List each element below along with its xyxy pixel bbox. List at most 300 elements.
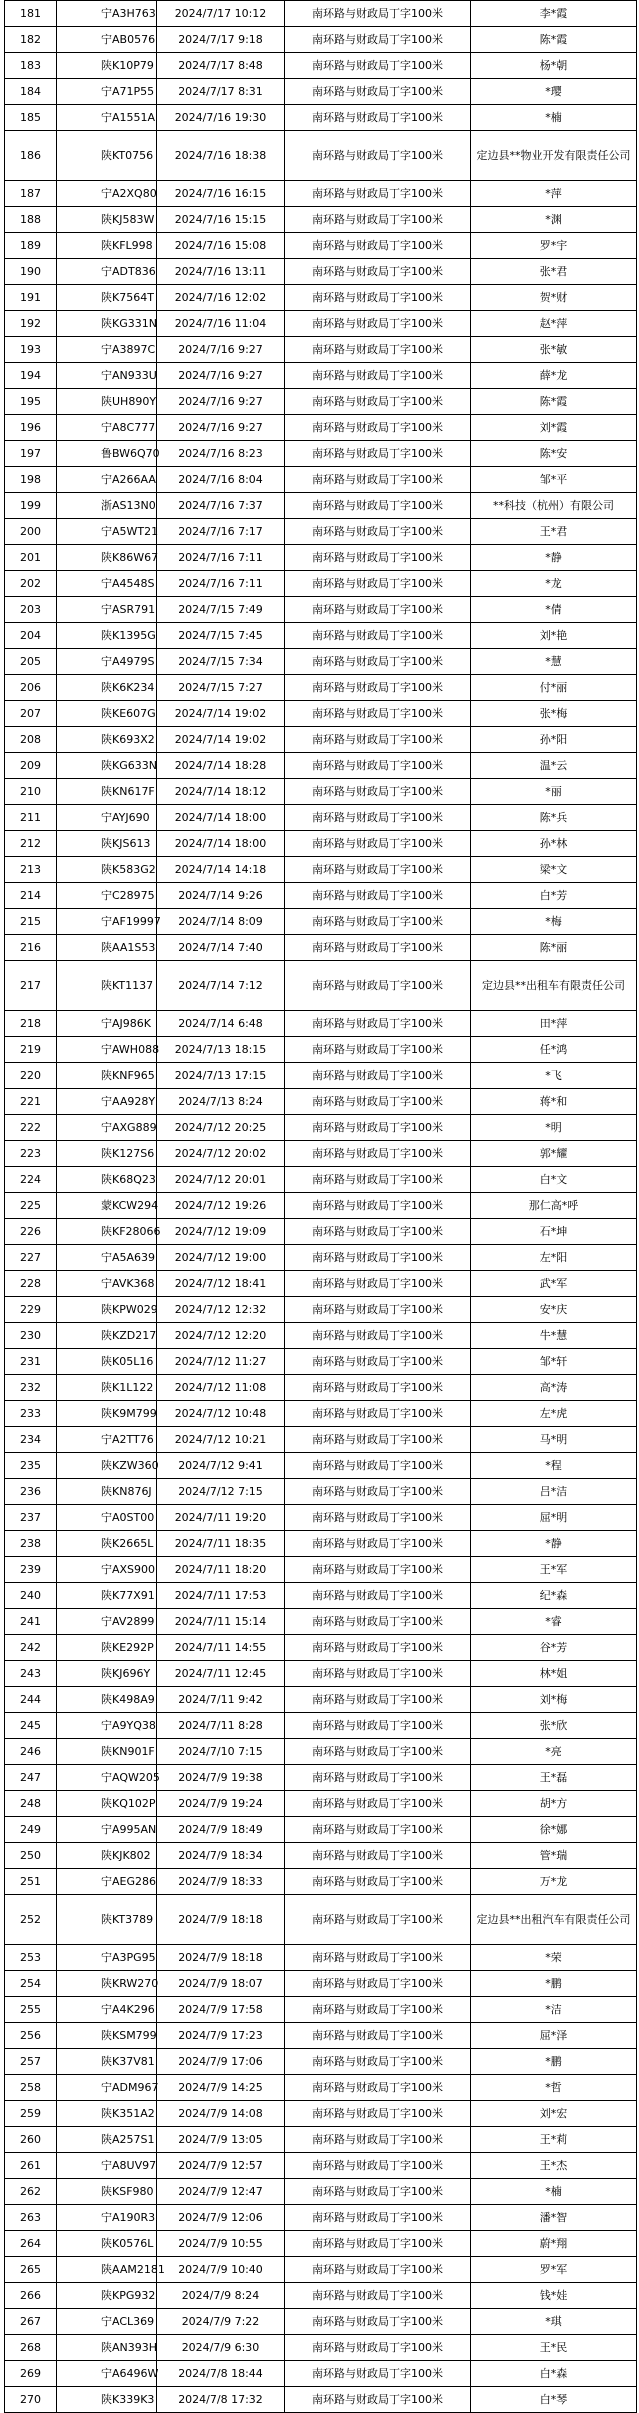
owner-name-cell: *静 [471,545,637,571]
plate-number-cell: 宁AA928Y [57,1089,157,1115]
row-number-cell: 223 [5,1141,57,1167]
row-number-cell: 251 [5,1869,57,1895]
plate-number-cell: 宁A1551A [57,105,157,131]
owner-name-cell: 张*欣 [471,1713,637,1739]
owner-name-cell: 石*坤 [471,1219,637,1245]
datetime-cell: 2024/7/11 17:53 [157,1583,285,1609]
datetime-cell: 2024/7/14 7:40 [157,935,285,961]
owner-name-cell: 定边县**出租汽车有限责任公司 [471,1895,637,1945]
location-cell: 南环路与财政局丁字100米 [285,1765,471,1791]
owner-name-cell: 王*民 [471,2335,637,2361]
owner-name-cell: *亮 [471,1739,637,1765]
datetime-cell: 2024/7/16 16:15 [157,181,285,207]
location-cell: 南环路与财政局丁字100米 [285,131,471,181]
datetime-cell: 2024/7/11 14:55 [157,1635,285,1661]
datetime-cell: 2024/7/16 18:38 [157,131,285,181]
plate-number-cell: 宁A5A639 [57,1245,157,1271]
row-number-cell: 199 [5,493,57,519]
location-cell: 南环路与财政局丁字100米 [285,1349,471,1375]
row-number-cell: 209 [5,753,57,779]
row-number-cell: 261 [5,2153,57,2179]
plate-number-cell: 宁A8UV97 [57,2153,157,2179]
table-row [5,1583,637,1609]
row-number-cell: 258 [5,2075,57,2101]
table-row [5,1791,637,1817]
location-cell: 南环路与财政局丁字100米 [285,1141,471,1167]
table-row [5,1167,637,1193]
plate-number-cell: 宁A4548S [57,571,157,597]
owner-name-cell: 梁*文 [471,857,637,883]
datetime-cell: 2024/7/15 7:45 [157,623,285,649]
table-row [5,623,637,649]
plate-number-cell: 陕KJK802 [57,1843,157,1869]
table-row [5,1115,637,1141]
table-row [5,883,637,909]
datetime-cell: 2024/7/14 19:02 [157,701,285,727]
location-cell: 南环路与财政局丁字100米 [285,1531,471,1557]
datetime-cell: 2024/7/17 9:18 [157,27,285,53]
owner-name-cell: 刘*霞 [471,415,637,441]
plate-number-cell: 陕KJ583W [57,207,157,233]
table-row [5,909,637,935]
table-row [5,2387,637,2413]
plate-number-cell: 陕KN617F [57,779,157,805]
location-cell: 南环路与财政局丁字100米 [285,571,471,597]
table-row [5,1063,637,1089]
owner-name-cell: 白*芳 [471,883,637,909]
owner-name-cell: 王*莉 [471,2127,637,2153]
datetime-cell: 2024/7/12 19:26 [157,1193,285,1219]
location-cell: 南环路与财政局丁字100米 [285,1635,471,1661]
plate-number-cell: 陕K351A2 [57,2101,157,2127]
row-number-cell: 232 [5,1375,57,1401]
table-row [5,779,637,805]
row-number-cell: 212 [5,831,57,857]
datetime-cell: 2024/7/9 10:40 [157,2257,285,2283]
row-number-cell: 254 [5,1971,57,1997]
owner-name-cell: 蒋*和 [471,1089,637,1115]
row-number-cell: 206 [5,675,57,701]
row-number-cell: 236 [5,1479,57,1505]
table-row [5,597,637,623]
owner-name-cell: 王*杰 [471,2153,637,2179]
datetime-cell: 2024/7/16 8:23 [157,441,285,467]
owner-name-cell: 邹*平 [471,467,637,493]
location-cell: 南环路与财政局丁字100米 [285,545,471,571]
location-cell: 南环路与财政局丁字100米 [285,1791,471,1817]
location-cell: 南环路与财政局丁字100米 [285,675,471,701]
table-row [5,2309,637,2335]
datetime-cell: 2024/7/9 14:08 [157,2101,285,2127]
table-row [5,285,637,311]
row-number-cell: 215 [5,909,57,935]
datetime-cell: 2024/7/15 7:27 [157,675,285,701]
datetime-cell: 2024/7/16 13:11 [157,259,285,285]
location-cell: 南环路与财政局丁字100米 [285,1401,471,1427]
plate-number-cell: 陕K37V81 [57,2049,157,2075]
row-number-cell: 211 [5,805,57,831]
table-row [5,1323,637,1349]
location-cell: 南环路与财政局丁字100米 [285,1997,471,2023]
owner-name-cell: *睿 [471,1609,637,1635]
owner-name-cell: 白*文 [471,1167,637,1193]
row-number-cell: 216 [5,935,57,961]
location-cell: 南环路与财政局丁字100米 [285,961,471,1011]
location-cell: 南环路与财政局丁字100米 [285,649,471,675]
datetime-cell: 2024/7/13 17:15 [157,1063,285,1089]
table-row [5,1713,637,1739]
owner-name-cell: 屈*泽 [471,2023,637,2049]
plate-number-cell: 宁AYJ690 [57,805,157,831]
datetime-cell: 2024/7/14 7:12 [157,961,285,1011]
owner-name-cell: 高*涛 [471,1375,637,1401]
datetime-cell: 2024/7/15 7:34 [157,649,285,675]
datetime-cell: 2024/7/13 18:15 [157,1037,285,1063]
owner-name-cell: 赵*萍 [471,311,637,337]
row-number-cell: 246 [5,1739,57,1765]
location-cell: 南环路与财政局丁字100米 [285,2179,471,2205]
datetime-cell: 2024/7/16 9:27 [157,337,285,363]
plate-number-cell: 陕KT0756 [57,131,157,181]
row-number-cell: 247 [5,1765,57,1791]
owner-name-cell: 郭*耀 [471,1141,637,1167]
owner-name-cell: *龙 [471,571,637,597]
owner-name-cell: *琪 [471,2309,637,2335]
datetime-cell: 2024/7/12 11:27 [157,1349,285,1375]
location-cell: 南环路与财政局丁字100米 [285,831,471,857]
location-cell: 南环路与财政局丁字100米 [285,909,471,935]
plate-number-cell: 陕KZW360 [57,1453,157,1479]
owner-name-cell: 林*姐 [471,1661,637,1687]
location-cell: 南环路与财政局丁字100米 [285,181,471,207]
owner-name-cell: 钱*娃 [471,2283,637,2309]
table-row [5,1037,637,1063]
row-number-cell: 221 [5,1089,57,1115]
plate-number-cell: 陕K86W67 [57,545,157,571]
plate-number-cell: 宁AEG286 [57,1869,157,1895]
datetime-cell: 2024/7/11 12:45 [157,1661,285,1687]
datetime-cell: 2024/7/11 18:20 [157,1557,285,1583]
table-row [5,1219,637,1245]
datetime-cell: 2024/7/11 18:35 [157,1531,285,1557]
table-row [5,1997,637,2023]
row-number-cell: 260 [5,2127,57,2153]
datetime-cell: 2024/7/9 19:24 [157,1791,285,1817]
row-number-cell: 234 [5,1427,57,1453]
owner-name-cell: 潘*智 [471,2205,637,2231]
table-row [5,1,637,27]
location-cell: 南环路与财政局丁字100米 [285,285,471,311]
owner-name-cell: 定边县**物业开发有限责任公司 [471,131,637,181]
plate-number-cell: 陕KE607G [57,701,157,727]
datetime-cell: 2024/7/12 20:25 [157,1115,285,1141]
table-row [5,935,637,961]
row-number-cell: 252 [5,1895,57,1945]
plate-number-cell: 陕K77X91 [57,1583,157,1609]
owner-name-cell: *洁 [471,1997,637,2023]
location-cell: 南环路与财政局丁字100米 [285,1115,471,1141]
table-row [5,545,637,571]
plate-number-cell: 陕AA1S53 [57,935,157,961]
owner-name-cell: 陈*安 [471,441,637,467]
table-row [5,2205,637,2231]
row-number-cell: 265 [5,2257,57,2283]
datetime-cell: 2024/7/9 10:55 [157,2231,285,2257]
datetime-cell: 2024/7/9 12:57 [157,2153,285,2179]
location-cell: 南环路与财政局丁字100米 [285,1971,471,1997]
datetime-cell: 2024/7/16 12:02 [157,285,285,311]
datetime-cell: 2024/7/16 15:15 [157,207,285,233]
datetime-cell: 2024/7/16 9:27 [157,415,285,441]
location-cell: 南环路与财政局丁字100米 [285,805,471,831]
owner-name-cell: 陈*兵 [471,805,637,831]
datetime-cell: 2024/7/14 18:00 [157,831,285,857]
location-cell: 南环路与财政局丁字100米 [285,207,471,233]
owner-name-cell: 王*军 [471,1557,637,1583]
row-number-cell: 204 [5,623,57,649]
location-cell: 南环路与财政局丁字100米 [285,493,471,519]
plate-number-cell: 宁AWH088 [57,1037,157,1063]
location-cell: 南环路与财政局丁字100米 [285,311,471,337]
table-row [5,2023,637,2049]
row-number-cell: 241 [5,1609,57,1635]
table-row [5,2361,637,2387]
datetime-cell: 2024/7/12 20:02 [157,1141,285,1167]
table-row [5,649,637,675]
plate-number-cell: 宁A3PG95 [57,1945,157,1971]
owner-name-cell: 孙*林 [471,831,637,857]
owner-name-cell: 纪*森 [471,1583,637,1609]
owner-name-cell: 屈*明 [471,1505,637,1531]
row-number-cell: 238 [5,1531,57,1557]
datetime-cell: 2024/7/16 7:11 [157,545,285,571]
datetime-cell: 2024/7/9 12:06 [157,2205,285,2231]
table-row [5,1869,637,1895]
table-row [5,1271,637,1297]
location-cell: 南环路与财政局丁字100米 [285,2101,471,2127]
location-cell: 南环路与财政局丁字100米 [285,1817,471,1843]
plate-number-cell: 宁A3H763 [57,1,157,27]
row-number-cell: 244 [5,1687,57,1713]
plate-number-cell: 宁ADM967 [57,2075,157,2101]
owner-name-cell: *丽 [471,779,637,805]
plate-number-cell: 宁ASR791 [57,597,157,623]
location-cell: 南环路与财政局丁字100米 [285,779,471,805]
location-cell: 南环路与财政局丁字100米 [285,337,471,363]
row-number-cell: 188 [5,207,57,233]
plate-number-cell: 宁A995AN [57,1817,157,1843]
datetime-cell: 2024/7/14 9:26 [157,883,285,909]
datetime-cell: 2024/7/11 8:28 [157,1713,285,1739]
plate-number-cell: 陕KNF965 [57,1063,157,1089]
location-cell: 南环路与财政局丁字100米 [285,857,471,883]
location-cell: 南环路与财政局丁字100米 [285,597,471,623]
location-cell: 南环路与财政局丁字100米 [285,1609,471,1635]
location-cell: 南环路与财政局丁字100米 [285,519,471,545]
table-row [5,519,637,545]
location-cell: 南环路与财政局丁字100米 [285,1843,471,1869]
plate-number-cell: 蒙KCW294 [57,1193,157,1219]
table-row [5,1687,637,1713]
location-cell: 南环路与财政局丁字100米 [285,935,471,961]
plate-number-cell: 宁C28975 [57,883,157,909]
datetime-cell: 2024/7/14 6:48 [157,1011,285,1037]
location-cell: 南环路与财政局丁字100米 [285,1,471,27]
location-cell: 南环路与财政局丁字100米 [285,2361,471,2387]
row-number-cell: 259 [5,2101,57,2127]
row-number-cell: 233 [5,1401,57,1427]
owner-name-cell: 牛*慧 [471,1323,637,1349]
plate-number-cell: 陕AAM2181 [57,2257,157,2283]
plate-number-cell: 陕UH890Y [57,389,157,415]
owner-name-cell: 管*瑞 [471,1843,637,1869]
plate-number-cell: 陕KPG932 [57,2283,157,2309]
table-row [5,1661,637,1687]
datetime-cell: 2024/7/9 18:18 [157,1895,285,1945]
location-cell: 南环路与财政局丁字100米 [285,701,471,727]
row-number-cell: 202 [5,571,57,597]
owner-name-cell: *鹏 [471,1971,637,1997]
row-number-cell: 203 [5,597,57,623]
table-row [5,233,637,259]
location-cell: 南环路与财政局丁字100米 [285,105,471,131]
owner-name-cell: 武*军 [471,1271,637,1297]
plate-number-cell: 陕K0576L [57,2231,157,2257]
datetime-cell: 2024/7/14 18:00 [157,805,285,831]
datetime-cell: 2024/7/16 7:17 [157,519,285,545]
datetime-cell: 2024/7/15 7:49 [157,597,285,623]
location-cell: 南环路与财政局丁字100米 [285,2283,471,2309]
datetime-cell: 2024/7/12 12:32 [157,1297,285,1323]
row-number-cell: 250 [5,1843,57,1869]
location-cell: 南环路与财政局丁字100米 [285,1297,471,1323]
location-cell: 南环路与财政局丁字100米 [285,1219,471,1245]
plate-number-cell: 宁A3897C [57,337,157,363]
plate-number-cell: 宁A0ST00 [57,1505,157,1531]
row-number-cell: 200 [5,519,57,545]
table-row [5,105,637,131]
row-number-cell: 222 [5,1115,57,1141]
location-cell: 南环路与财政局丁字100米 [285,2153,471,2179]
datetime-cell: 2024/7/11 15:14 [157,1609,285,1635]
plate-number-cell: 宁AN933U [57,363,157,389]
owner-name-cell: 付*丽 [471,675,637,701]
row-number-cell: 245 [5,1713,57,1739]
plate-number-cell: 宁A190R3 [57,2205,157,2231]
owner-name-cell: 左*虎 [471,1401,637,1427]
datetime-cell: 2024/7/11 9:42 [157,1687,285,1713]
row-number-cell: 248 [5,1791,57,1817]
row-number-cell: 205 [5,649,57,675]
row-number-cell: 186 [5,131,57,181]
owner-name-cell: 贺*财 [471,285,637,311]
owner-name-cell: *梅 [471,909,637,935]
table-row [5,2127,637,2153]
owner-name-cell: 邹*轩 [471,1349,637,1375]
row-number-cell: 195 [5,389,57,415]
owner-name-cell: 罗*军 [471,2257,637,2283]
owner-name-cell: 刘*梅 [471,1687,637,1713]
row-number-cell: 225 [5,1193,57,1219]
plate-number-cell: 陕KT1137 [57,961,157,1011]
owner-name-cell: 徐*娜 [471,1817,637,1843]
owner-name-cell: 孙*阳 [471,727,637,753]
location-cell: 南环路与财政局丁字100米 [285,2231,471,2257]
location-cell: 南环路与财政局丁字100米 [285,1713,471,1739]
datetime-cell: 2024/7/9 19:38 [157,1765,285,1791]
plate-number-cell: 陕A257S1 [57,2127,157,2153]
location-cell: 南环路与财政局丁字100米 [285,1427,471,1453]
owner-name-cell: 吕*洁 [471,1479,637,1505]
row-number-cell: 235 [5,1453,57,1479]
plate-number-cell: 陕KN901F [57,1739,157,1765]
location-cell: 南环路与财政局丁字100米 [285,1479,471,1505]
owner-name-cell: 谷*芳 [471,1635,637,1661]
table-row [5,2231,637,2257]
location-cell: 南环路与财政局丁字100米 [285,2049,471,2075]
datetime-cell: 2024/7/17 10:12 [157,1,285,27]
plate-number-cell: 陕K7564T [57,285,157,311]
owner-name-cell: *明 [471,1115,637,1141]
plate-number-cell: 陕K1L122 [57,1375,157,1401]
table-row [5,1531,637,1557]
row-number-cell: 228 [5,1271,57,1297]
owner-name-cell: 那仁高*呼 [471,1193,637,1219]
plate-number-cell: 陕K127S6 [57,1141,157,1167]
plate-number-cell: 宁A266AA [57,467,157,493]
location-cell: 南环路与财政局丁字100米 [285,2387,471,2413]
owner-name-cell: *倩 [471,597,637,623]
table-row [5,571,637,597]
plate-number-cell: 陕KRW270 [57,1971,157,1997]
datetime-cell: 2024/7/16 19:30 [157,105,285,131]
location-cell: 南环路与财政局丁字100米 [285,1661,471,1687]
table-row [5,701,637,727]
row-number-cell: 190 [5,259,57,285]
row-number-cell: 189 [5,233,57,259]
table-row [5,727,637,753]
location-cell: 南环路与财政局丁字100米 [285,1193,471,1219]
plate-number-cell: 陕KPW029 [57,1297,157,1323]
owner-name-cell: 薛*龙 [471,363,637,389]
table-row [5,1635,637,1661]
location-cell: 南环路与财政局丁字100米 [285,727,471,753]
row-number-cell: 240 [5,1583,57,1609]
datetime-cell: 2024/7/9 17:23 [157,2023,285,2049]
plate-number-cell: 陕KG633N [57,753,157,779]
plate-number-cell: 宁A9YQ38 [57,1713,157,1739]
table-row [5,1895,637,1945]
table-row [5,2283,637,2309]
row-number-cell: 214 [5,883,57,909]
location-cell: 南环路与财政局丁字100米 [285,27,471,53]
row-number-cell: 181 [5,1,57,27]
location-cell: 南环路与财政局丁字100米 [285,1945,471,1971]
violation-records-table [4,0,637,2413]
table-row [5,2179,637,2205]
plate-number-cell: 陕K05L16 [57,1349,157,1375]
table-row [5,389,637,415]
table-row [5,2049,637,2075]
table-row [5,1843,637,1869]
owner-name-cell: 王*君 [471,519,637,545]
owner-name-cell: *楠 [471,105,637,131]
datetime-cell: 2024/7/9 18:07 [157,1971,285,1997]
owner-name-cell: 陈*霞 [471,27,637,53]
owner-name-cell: *慧 [471,649,637,675]
location-cell: 南环路与财政局丁字100米 [285,2127,471,2153]
datetime-cell: 2024/7/9 7:22 [157,2309,285,2335]
